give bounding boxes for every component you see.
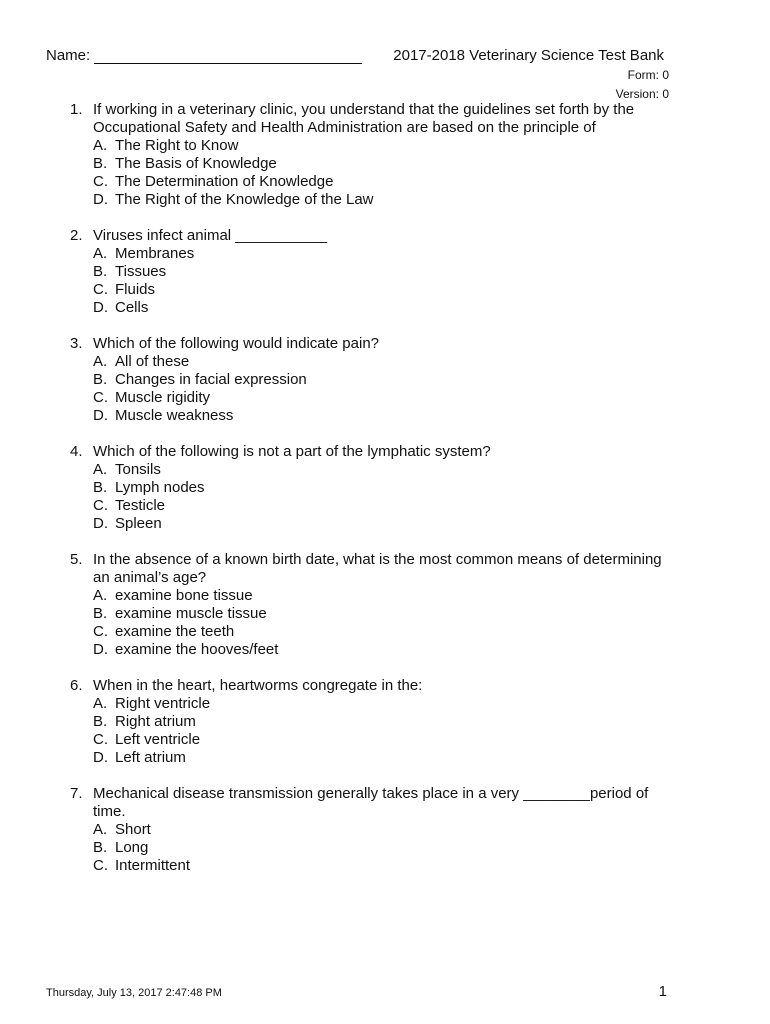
version-number: Version: 0 xyxy=(615,87,669,101)
question-stem xyxy=(70,335,680,353)
answer-option xyxy=(93,245,680,263)
question-stem xyxy=(70,443,680,461)
question-item xyxy=(70,443,680,533)
option-text: Short xyxy=(115,821,151,838)
answer-options xyxy=(70,695,680,767)
question-stem xyxy=(70,227,680,245)
option-text: Left ventricle xyxy=(115,731,201,748)
document-title: 2017-2018 Veterinary Science Test Bank xyxy=(393,47,664,64)
option-text: examine the hooves/feet xyxy=(115,641,279,658)
option-text: Cells xyxy=(115,299,149,316)
answer-option xyxy=(93,479,680,497)
option-letter: B. xyxy=(93,371,108,388)
option-letter: C. xyxy=(93,857,108,874)
option-text: examine bone tissue xyxy=(115,587,253,604)
option-letter: B. xyxy=(93,839,108,856)
option-text: Right atrium xyxy=(115,713,196,730)
option-text: The Right of the Knowledge of the Law xyxy=(115,191,374,208)
question-number: 4. xyxy=(70,443,83,460)
option-text: Testicle xyxy=(115,497,166,514)
question-item xyxy=(70,551,680,659)
option-text: Long xyxy=(115,839,149,856)
option-letter: D. xyxy=(93,641,108,658)
answer-option xyxy=(93,281,680,299)
answer-option xyxy=(93,263,680,281)
answer-option xyxy=(93,137,680,155)
answer-option xyxy=(93,407,680,425)
option-letter: A. xyxy=(93,821,108,838)
answer-options xyxy=(70,137,680,209)
question-stem xyxy=(70,677,680,695)
option-text: Tonsils xyxy=(115,461,161,478)
option-letter: C. xyxy=(93,623,108,640)
option-letter: D. xyxy=(93,515,108,532)
option-letter: C. xyxy=(93,731,108,748)
question-text: Mechanical disease transmission generally takes place in a very ________period of time. xyxy=(93,785,649,820)
question-number: 2. xyxy=(70,227,83,244)
option-letter: C. xyxy=(93,281,108,298)
footer-timestamp: Thursday, July 13, 2017 2:47:48 PM xyxy=(46,987,222,999)
question-item xyxy=(70,227,680,317)
question-item xyxy=(70,101,680,209)
option-letter: D. xyxy=(93,191,108,208)
answer-options xyxy=(70,245,680,317)
option-text: Fluids xyxy=(115,281,156,298)
option-text: Lymph nodes xyxy=(115,479,205,496)
option-letter: C. xyxy=(93,389,108,406)
answer-option xyxy=(93,731,680,749)
answer-options xyxy=(70,353,680,425)
form-number: Form: 0 xyxy=(627,68,669,82)
page-number: 1 xyxy=(658,983,667,1000)
option-letter: B. xyxy=(93,713,108,730)
question-item xyxy=(70,335,680,425)
answer-option xyxy=(93,695,680,713)
option-text: Right ventricle xyxy=(115,695,211,712)
question-text: Which of the following would indicate pain? xyxy=(93,335,380,352)
answer-option xyxy=(93,353,680,371)
question-text: If working in a veterinary clinic, you understand that the guidelines set forth by the Occupational Safety and Health Administration are based on the principle of xyxy=(93,101,635,136)
answer-option xyxy=(93,713,680,731)
answer-option xyxy=(93,641,680,659)
option-text: Left atrium xyxy=(115,749,186,766)
question-number: 3. xyxy=(70,335,83,352)
question-item xyxy=(70,677,680,767)
option-letter: A. xyxy=(93,245,108,262)
answer-options xyxy=(70,587,680,659)
option-text: Muscle rigidity xyxy=(115,389,211,406)
answer-option xyxy=(93,173,680,191)
option-text: Membranes xyxy=(115,245,195,262)
answer-option xyxy=(93,371,680,389)
answer-option xyxy=(93,497,680,515)
option-text: All of these xyxy=(115,353,190,370)
option-text: Changes in facial expression xyxy=(115,371,307,388)
answer-options xyxy=(70,821,680,875)
question-list xyxy=(70,101,680,893)
answer-options xyxy=(70,461,680,533)
question-text: Which of the following is not a part of the lymphatic system? xyxy=(93,443,491,460)
question-stem xyxy=(70,551,680,587)
option-letter: A. xyxy=(93,137,108,154)
question-number: 5. xyxy=(70,551,83,568)
answer-option xyxy=(93,623,680,641)
option-letter: B. xyxy=(93,479,108,496)
option-letter: C. xyxy=(93,497,108,514)
question-text: In the absence of a known birth date, what is the most common means of determining an animal’s age? xyxy=(93,551,662,586)
option-letter: A. xyxy=(93,461,108,478)
option-text: examine the teeth xyxy=(115,623,235,640)
option-text: Spleen xyxy=(115,515,162,532)
option-text: The Basis of Knowledge xyxy=(115,155,277,172)
question-stem xyxy=(70,101,680,137)
question-number: 7. xyxy=(70,785,83,802)
option-text: examine muscle tissue xyxy=(115,605,267,622)
option-text: Muscle weakness xyxy=(115,407,234,424)
question-number: 1. xyxy=(70,101,83,118)
option-letter: D. xyxy=(93,749,108,766)
question-stem xyxy=(70,785,680,821)
answer-option xyxy=(93,299,680,317)
question-number: 6. xyxy=(70,677,83,694)
answer-option xyxy=(93,515,680,533)
option-letter: D. xyxy=(93,407,108,424)
answer-option xyxy=(93,749,680,767)
answer-option xyxy=(93,191,680,209)
option-letter: A. xyxy=(93,587,108,604)
question-item xyxy=(70,785,680,875)
answer-option xyxy=(93,587,680,605)
option-letter: B. xyxy=(93,605,108,622)
name-blank-line[interactable] xyxy=(94,49,362,64)
question-text: When in the heart, heartworms congregate in the: xyxy=(93,677,423,694)
option-letter: B. xyxy=(93,155,108,172)
option-letter: A. xyxy=(93,353,108,370)
option-text: The Right to Know xyxy=(115,137,239,154)
option-letter: C. xyxy=(93,173,108,190)
answer-option xyxy=(93,155,680,173)
question-text: Viruses infect animal ___________ xyxy=(93,227,328,244)
answer-option xyxy=(93,605,680,623)
option-letter: D. xyxy=(93,299,108,316)
option-text: Intermittent xyxy=(115,857,191,874)
option-letter: A. xyxy=(93,695,108,712)
answer-option xyxy=(93,839,680,857)
answer-option xyxy=(93,857,680,875)
option-text: The Determination of Knowledge xyxy=(115,173,334,190)
name-label: Name: xyxy=(46,47,91,64)
option-letter: B. xyxy=(93,263,108,280)
answer-option xyxy=(93,461,680,479)
name-field-label xyxy=(46,47,362,64)
answer-option xyxy=(93,821,680,839)
option-text: Tissues xyxy=(115,263,167,280)
answer-option xyxy=(93,389,680,407)
